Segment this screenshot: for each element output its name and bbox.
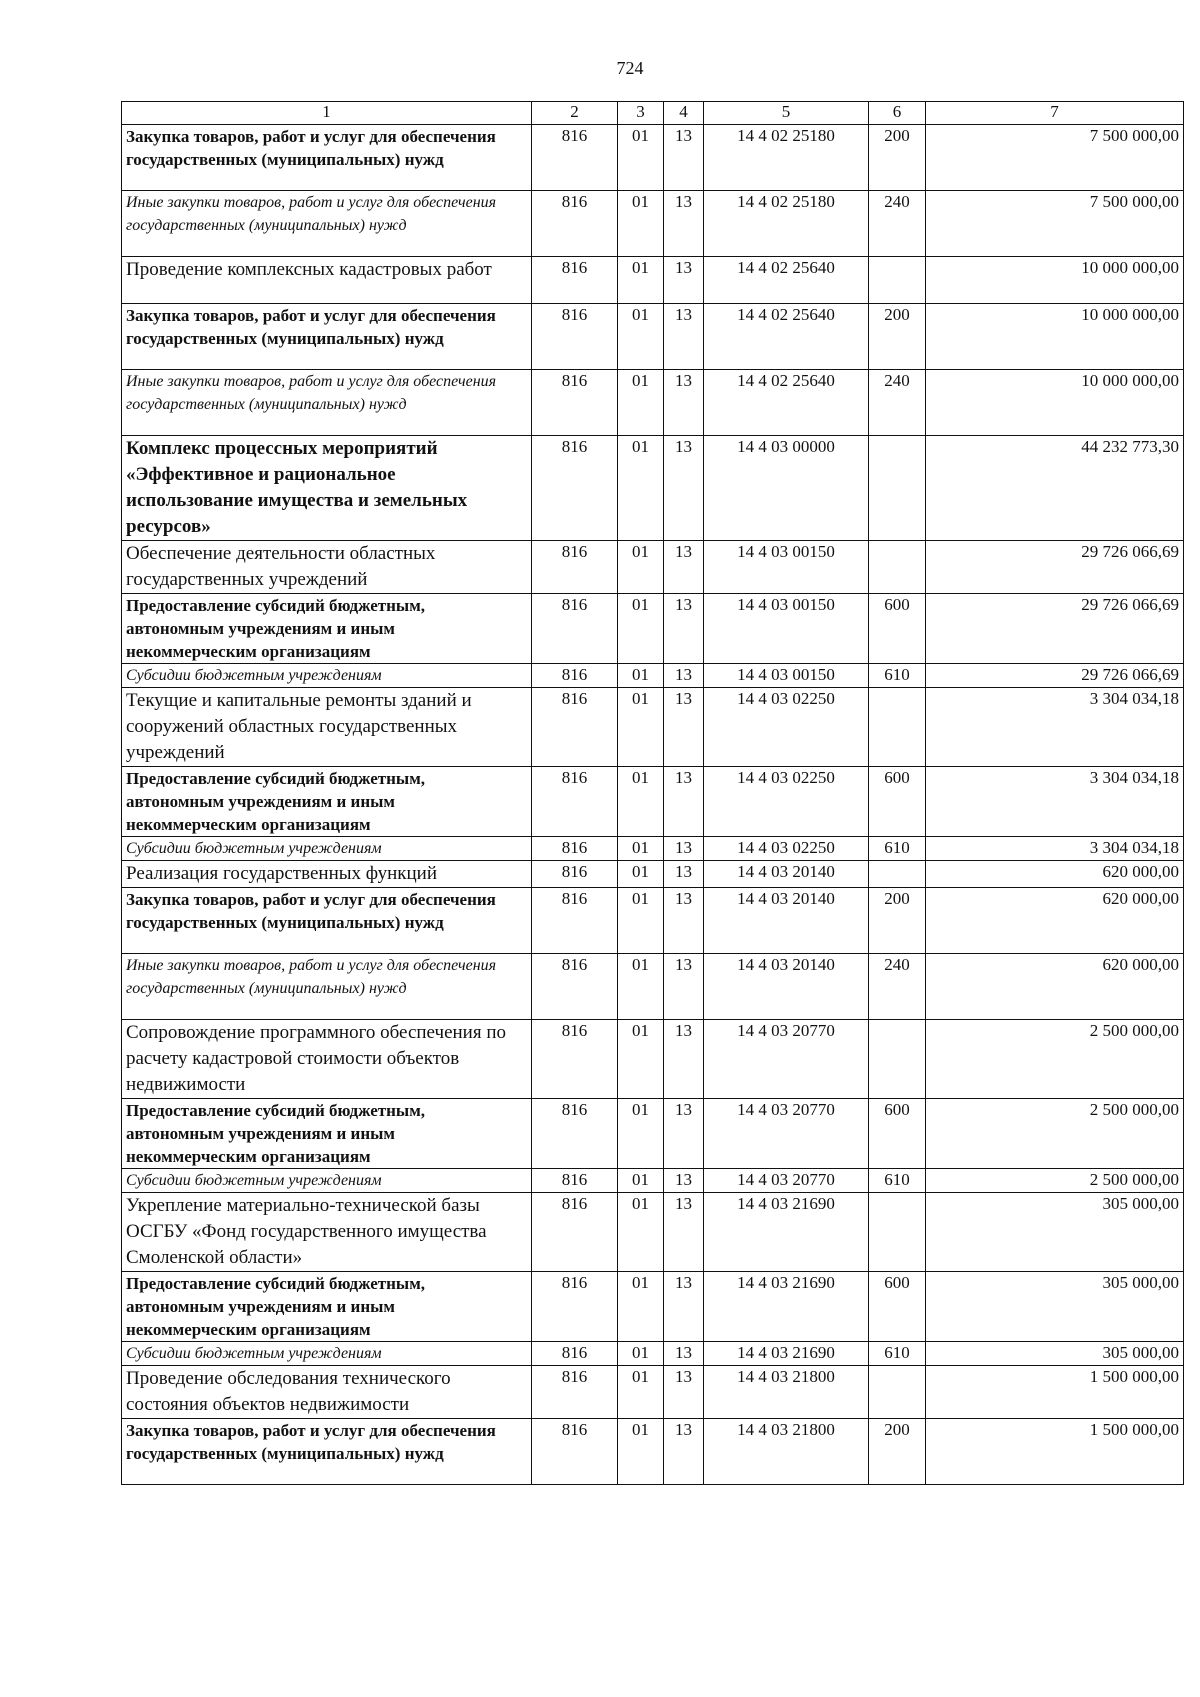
row-code-cell-6: 600: [869, 1272, 926, 1342]
header-cell-6: 6: [869, 102, 926, 125]
row-code-cell-5: 14 4 03 21690: [704, 1342, 869, 1366]
row-amount-cell: 620 000,00: [926, 861, 1184, 888]
table-row: [122, 1272, 1184, 1342]
row-code-cell-6: [869, 861, 926, 888]
row-name-cell: Обеспечение деятельности областных государственных учреждений: [122, 541, 532, 594]
row-amount-cell: 3 304 034,18: [926, 688, 1184, 767]
row-code-cell-3: 01: [618, 664, 664, 688]
row-code-cell-2: 816: [532, 837, 618, 861]
row-name-cell: Проведение обследования технического состояния объектов недвижимости: [122, 1366, 532, 1419]
row-code-cell-5: 14 4 03 00000: [704, 436, 869, 541]
header-cell-2: 2: [532, 102, 618, 125]
row-code-cell-2: 816: [532, 688, 618, 767]
row-code-cell-2: 816: [532, 191, 618, 257]
row-amount-cell: 3 304 034,18: [926, 767, 1184, 837]
row-code-cell-2: 816: [532, 888, 618, 954]
row-code-cell-6: 600: [869, 594, 926, 664]
row-code-cell-5: 14 4 02 25640: [704, 257, 869, 304]
row-code-cell-6: 200: [869, 125, 926, 191]
row-code-cell-4: 13: [664, 688, 704, 767]
row-code-cell-2: 816: [532, 861, 618, 888]
row-amount-cell: 10 000 000,00: [926, 370, 1184, 436]
row-code-cell-4: 13: [664, 1193, 704, 1272]
row-code-cell-3: 01: [618, 304, 664, 370]
table-row: [122, 1020, 1184, 1099]
row-code-cell-5: 14 4 03 21690: [704, 1193, 869, 1272]
header-cell-1: 1: [122, 102, 532, 125]
row-amount-cell: 10 000 000,00: [926, 304, 1184, 370]
row-code-cell-3: 01: [618, 541, 664, 594]
row-code-cell-5: 14 4 02 25180: [704, 191, 869, 257]
table-row: [122, 1193, 1184, 1272]
row-name-cell: Субсидии бюджетным учреждениям: [122, 1342, 532, 1366]
row-name-cell: Субсидии бюджетным учреждениям: [122, 1169, 532, 1193]
row-amount-cell: 29 726 066,69: [926, 594, 1184, 664]
row-code-cell-2: 816: [532, 541, 618, 594]
row-code-cell-6: 240: [869, 191, 926, 257]
row-name-cell: Сопровождение программного обеспечения по расчету кадастровой стоимости объектов недвижимости: [122, 1020, 532, 1099]
row-code-cell-2: 816: [532, 304, 618, 370]
row-code-cell-6: 200: [869, 304, 926, 370]
row-code-cell-6: 610: [869, 1169, 926, 1193]
table-row: [122, 541, 1184, 594]
row-code-cell-3: 01: [618, 954, 664, 1020]
row-code-cell-5: 14 4 03 20770: [704, 1169, 869, 1193]
row-code-cell-4: 13: [664, 594, 704, 664]
table-row: [122, 1366, 1184, 1419]
row-code-cell-4: 13: [664, 1366, 704, 1419]
row-amount-cell: 305 000,00: [926, 1193, 1184, 1272]
row-code-cell-5: 14 4 03 21800: [704, 1366, 869, 1419]
row-code-cell-6: 240: [869, 370, 926, 436]
row-amount-cell: 620 000,00: [926, 954, 1184, 1020]
row-code-cell-4: 13: [664, 1020, 704, 1099]
row-code-cell-5: 14 4 03 02250: [704, 688, 869, 767]
row-code-cell-2: 816: [532, 257, 618, 304]
table-row: [122, 191, 1184, 257]
row-code-cell-6: [869, 541, 926, 594]
row-code-cell-3: 01: [618, 594, 664, 664]
page-number: 724: [616, 58, 644, 78]
row-code-cell-6: 610: [869, 1342, 926, 1366]
row-code-cell-5: 14 4 02 25640: [704, 370, 869, 436]
row-code-cell-4: 13: [664, 664, 704, 688]
row-code-cell-4: 13: [664, 954, 704, 1020]
row-amount-cell: 2 500 000,00: [926, 1169, 1184, 1193]
row-code-cell-4: 13: [664, 125, 704, 191]
row-code-cell-6: 600: [869, 767, 926, 837]
row-name-cell: Закупка товаров, работ и услуг для обеспечения государственных (муниципальных) нужд: [122, 1419, 532, 1485]
row-code-cell-6: 610: [869, 837, 926, 861]
table-row: [122, 888, 1184, 954]
row-name-cell: Укрепление материально-технической базы ОСГБУ «Фонд государственного имущества Смоленской области»: [122, 1193, 532, 1272]
row-code-cell-5: 14 4 03 20770: [704, 1020, 869, 1099]
row-code-cell-4: 13: [664, 304, 704, 370]
row-code-cell-4: 13: [664, 767, 704, 837]
row-name-cell: Предоставление субсидий бюджетным, автономным учреждениям и иным некоммерческим организациям: [122, 767, 532, 837]
row-amount-cell: 44 232 773,30: [926, 436, 1184, 541]
row-code-cell-2: 816: [532, 1272, 618, 1342]
row-name-cell: Предоставление субсидий бюджетным, автономным учреждениям и иным некоммерческим организациям: [122, 1272, 532, 1342]
row-amount-cell: 3 304 034,18: [926, 837, 1184, 861]
row-code-cell-2: 816: [532, 1020, 618, 1099]
row-code-cell-3: 01: [618, 370, 664, 436]
row-code-cell-4: 13: [664, 1342, 704, 1366]
row-code-cell-5: 14 4 03 20140: [704, 954, 869, 1020]
table-row: [122, 664, 1184, 688]
row-amount-cell: 10 000 000,00: [926, 257, 1184, 304]
row-code-cell-4: 13: [664, 1169, 704, 1193]
table-row: [122, 861, 1184, 888]
row-code-cell-6: [869, 1193, 926, 1272]
row-name-cell: Иные закупки товаров, работ и услуг для обеспечения государственных (муниципальных) нужд: [122, 370, 532, 436]
row-code-cell-5: 14 4 03 00150: [704, 594, 869, 664]
row-code-cell-4: 13: [664, 370, 704, 436]
row-name-cell: Реализация государственных функций: [122, 861, 532, 888]
row-code-cell-2: 816: [532, 594, 618, 664]
row-code-cell-6: [869, 688, 926, 767]
row-code-cell-6: 240: [869, 954, 926, 1020]
row-code-cell-3: 01: [618, 436, 664, 541]
row-code-cell-3: 01: [618, 257, 664, 304]
row-name-cell: Субсидии бюджетным учреждениям: [122, 664, 532, 688]
row-code-cell-6: [869, 436, 926, 541]
row-amount-cell: 29 726 066,69: [926, 664, 1184, 688]
row-name-cell: Предоставление субсидий бюджетным, автономным учреждениям и иным некоммерческим организациям: [122, 1099, 532, 1169]
row-code-cell-2: 816: [532, 1193, 618, 1272]
row-code-cell-5: 14 4 03 21800: [704, 1419, 869, 1485]
header-cell-4: 4: [664, 102, 704, 125]
row-amount-cell: 305 000,00: [926, 1272, 1184, 1342]
table-row: [122, 436, 1184, 541]
row-code-cell-2: 816: [532, 436, 618, 541]
row-code-cell-2: 816: [532, 664, 618, 688]
row-code-cell-3: 01: [618, 767, 664, 837]
table-row: [122, 837, 1184, 861]
row-code-cell-2: 816: [532, 1366, 618, 1419]
row-code-cell-2: 816: [532, 370, 618, 436]
row-name-cell: Закупка товаров, работ и услуг для обеспечения государственных (муниципальных) нужд: [122, 125, 532, 191]
header-row: [122, 102, 1184, 125]
row-name-cell: Предоставление субсидий бюджетным, автономным учреждениям и иным некоммерческим организациям: [122, 594, 532, 664]
row-code-cell-3: 01: [618, 1169, 664, 1193]
row-code-cell-5: 14 4 03 20140: [704, 888, 869, 954]
row-code-cell-4: 13: [664, 888, 704, 954]
row-code-cell-5: 14 4 03 21690: [704, 1272, 869, 1342]
table-row: [122, 1342, 1184, 1366]
row-code-cell-6: 200: [869, 1419, 926, 1485]
row-code-cell-5: 14 4 02 25640: [704, 304, 869, 370]
table-row: [122, 1099, 1184, 1169]
row-code-cell-2: 816: [532, 1342, 618, 1366]
header-cell-5: 5: [704, 102, 869, 125]
row-name-cell: Закупка товаров, работ и услуг для обеспечения государственных (муниципальных) нужд: [122, 304, 532, 370]
row-name-cell: Текущие и капитальные ремонты зданий и сооружений областных государственных учреждений: [122, 688, 532, 767]
row-code-cell-5: 14 4 03 20770: [704, 1099, 869, 1169]
row-code-cell-3: 01: [618, 861, 664, 888]
row-code-cell-6: 600: [869, 1099, 926, 1169]
row-code-cell-3: 01: [618, 1272, 664, 1342]
budget-table: [121, 101, 1184, 1485]
header-cell-7: 7: [926, 102, 1184, 125]
row-name-cell: Иные закупки товаров, работ и услуг для обеспечения государственных (муниципальных) нужд: [122, 191, 532, 257]
row-code-cell-3: 01: [618, 1342, 664, 1366]
row-code-cell-2: 816: [532, 954, 618, 1020]
row-code-cell-3: 01: [618, 1366, 664, 1419]
row-code-cell-4: 13: [664, 861, 704, 888]
row-code-cell-5: 14 4 02 25180: [704, 125, 869, 191]
row-code-cell-3: 01: [618, 125, 664, 191]
row-name-cell: Иные закупки товаров, работ и услуг для обеспечения государственных (муниципальных) нужд: [122, 954, 532, 1020]
row-code-cell-3: 01: [618, 888, 664, 954]
header-cell-3: 3: [618, 102, 664, 125]
row-code-cell-2: 816: [532, 767, 618, 837]
row-code-cell-5: 14 4 03 00150: [704, 664, 869, 688]
row-code-cell-4: 13: [664, 191, 704, 257]
table-row: [122, 688, 1184, 767]
row-code-cell-2: 816: [532, 125, 618, 191]
row-code-cell-4: 13: [664, 837, 704, 861]
row-code-cell-3: 01: [618, 1099, 664, 1169]
row-amount-cell: 305 000,00: [926, 1342, 1184, 1366]
row-code-cell-5: 14 4 03 02250: [704, 767, 869, 837]
row-amount-cell: 2 500 000,00: [926, 1099, 1184, 1169]
row-code-cell-6: [869, 1366, 926, 1419]
row-amount-cell: 620 000,00: [926, 888, 1184, 954]
row-code-cell-4: 13: [664, 1099, 704, 1169]
row-code-cell-2: 816: [532, 1419, 618, 1485]
row-code-cell-3: 01: [618, 1419, 664, 1485]
table-row: [122, 954, 1184, 1020]
row-name-cell: Проведение комплексных кадастровых работ: [122, 257, 532, 304]
row-name-cell: Закупка товаров, работ и услуг для обеспечения государственных (муниципальных) нужд: [122, 888, 532, 954]
table-row: [122, 370, 1184, 436]
row-amount-cell: 29 726 066,69: [926, 541, 1184, 594]
row-code-cell-5: 14 4 03 00150: [704, 541, 869, 594]
row-code-cell-4: 13: [664, 257, 704, 304]
row-code-cell-4: 13: [664, 1272, 704, 1342]
row-code-cell-6: 610: [869, 664, 926, 688]
row-code-cell-3: 01: [618, 191, 664, 257]
table-row: [122, 594, 1184, 664]
row-amount-cell: 2 500 000,00: [926, 1020, 1184, 1099]
row-code-cell-4: 13: [664, 436, 704, 541]
row-code-cell-2: 816: [532, 1169, 618, 1193]
row-code-cell-3: 01: [618, 837, 664, 861]
row-code-cell-5: 14 4 03 02250: [704, 837, 869, 861]
row-code-cell-6: 200: [869, 888, 926, 954]
table-row: [122, 304, 1184, 370]
row-code-cell-4: 13: [664, 1419, 704, 1485]
table-row: [122, 1419, 1184, 1485]
table-body: [122, 125, 1184, 1485]
table-row: [122, 767, 1184, 837]
row-code-cell-6: [869, 1020, 926, 1099]
row-code-cell-4: 13: [664, 541, 704, 594]
row-code-cell-5: 14 4 03 20140: [704, 861, 869, 888]
row-name-cell: Комплекс процессных мероприятий «Эффективное и рациональное использование имущества и земельных ресурсов»: [122, 436, 532, 541]
table-row: [122, 257, 1184, 304]
row-amount-cell: 1 500 000,00: [926, 1366, 1184, 1419]
row-code-cell-3: 01: [618, 1193, 664, 1272]
table-row: [122, 1169, 1184, 1193]
row-code-cell-3: 01: [618, 1020, 664, 1099]
row-code-cell-3: 01: [618, 688, 664, 767]
row-amount-cell: 1 500 000,00: [926, 1419, 1184, 1485]
row-code-cell-6: [869, 257, 926, 304]
row-name-cell: Субсидии бюджетным учреждениям: [122, 837, 532, 861]
row-code-cell-2: 816: [532, 1099, 618, 1169]
row-amount-cell: 7 500 000,00: [926, 125, 1184, 191]
table-row: [122, 125, 1184, 191]
row-amount-cell: 7 500 000,00: [926, 191, 1184, 257]
